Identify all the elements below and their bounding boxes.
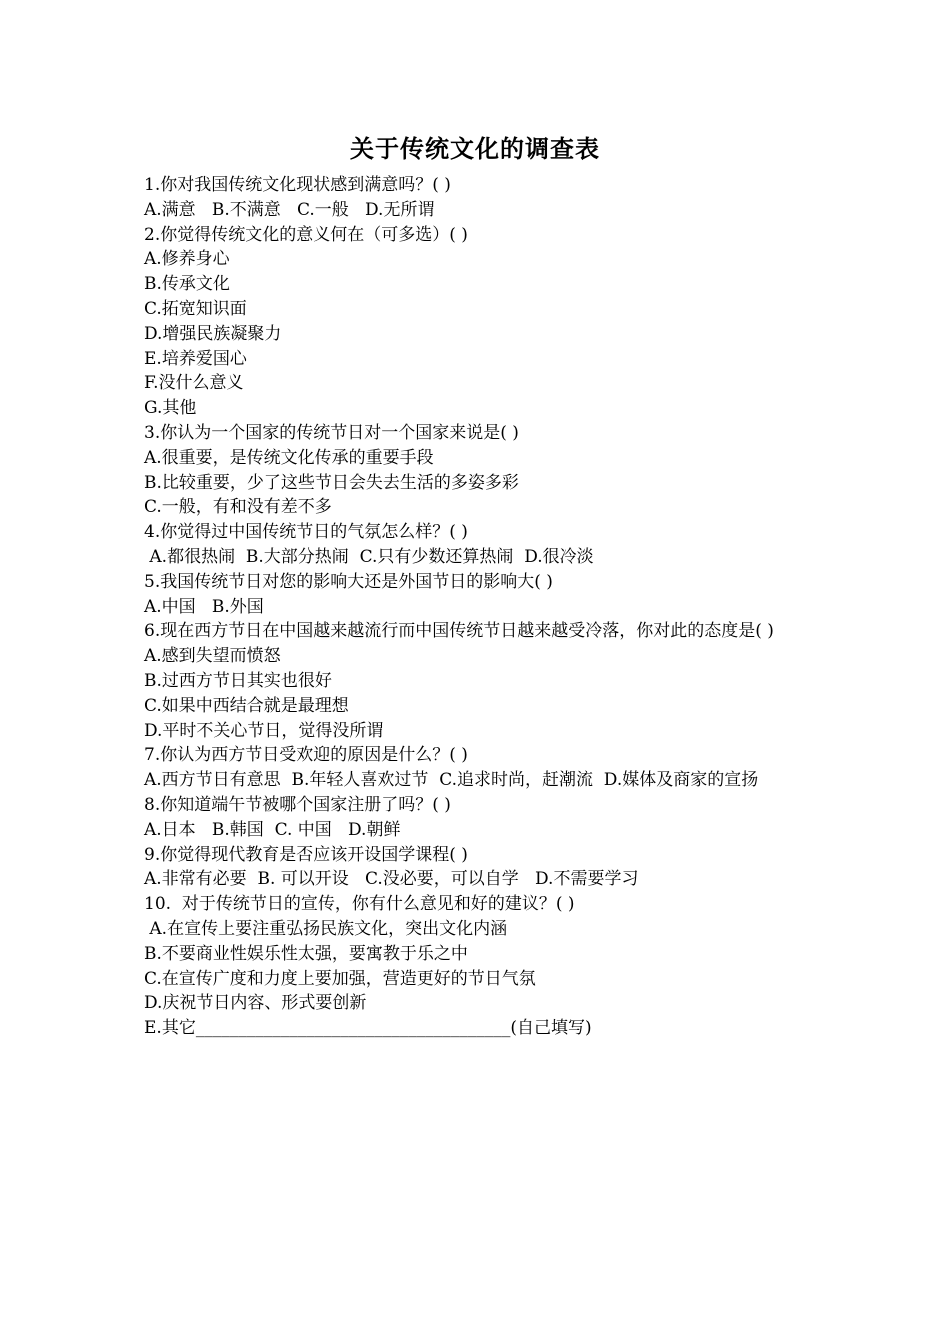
text-line: D.平时不关心节日，觉得没所谓 [144, 720, 384, 741]
text-line: A.非常有必要 B. 可以开设 C.没必要，可以自学 D.不需要学习 [144, 869, 639, 890]
text-line: 3.你认为一个国家的传统节日对一个国家来说是( ) [144, 422, 519, 443]
text-line: 4.你觉得过中国传统节日的气氛怎么样？( ) [144, 522, 468, 543]
text-line: A.修养身心 [144, 249, 230, 270]
text-line: D.庆祝节日内容、形式要创新 [144, 993, 367, 1014]
text-line: A.日本 B.韩国 C. 中国 D.朝鲜 [144, 819, 401, 840]
text-line: F.没什么意义 [144, 373, 244, 394]
text-line: C.如果中西结合就是最理想 [144, 695, 349, 716]
text-line: A.很重要，是传统文化传承的重要手段 [144, 447, 434, 468]
text-line: B.不要商业性娱乐性太强，要寓教于乐之中 [144, 943, 468, 964]
text-line: A.满意 B.不满意 C.一般 D.无所谓 [144, 199, 435, 220]
text-line: D.增强民族凝聚力 [144, 323, 282, 344]
text-line: 2.你觉得传统文化的意义何在（可多选）( ) [144, 224, 468, 245]
text-line: A.感到失望而愤怒 [144, 646, 281, 667]
text-line: E.培养爱国心 [144, 348, 247, 369]
text-line: A.中国 B.外国 [144, 596, 264, 617]
text-line: A.都很热闹 B.大部分热闹 C.只有少数还算热闹 D.很冷淡 [144, 546, 594, 567]
text-line: C.在宣传广度和力度上要加强，营造更好的节日气氛 [144, 968, 536, 989]
document-title: 关于传统文化的调查表 [350, 135, 600, 163]
text-line: E.其它_____________________________________(自己填写) [144, 1018, 592, 1039]
text-line: G.其他 [144, 398, 197, 419]
text-line: B.传承文化 [144, 274, 230, 295]
text-line: B.比较重要，少了这些节日会失去生活的多姿多彩 [144, 472, 519, 493]
text-line: 1.你对我国传统文化现状感到满意吗？( ) [144, 175, 451, 195]
text-line: A.西方节日有意思 B.年轻人喜欢过节 C.追求时尚，赶潮流 D.媒体及商家的宣扬 [144, 770, 759, 791]
text-line: A.在宣传上要注重弘扬民族文化，突出文化内涵 [144, 918, 508, 939]
survey-body [144, 173, 812, 1041]
text-line: 6.现在西方节日在中国越来越流行而中国传统节日越来越受冷落，你对此的态度是( ) [144, 621, 774, 642]
text-line: 10. 对于传统节日的宣传，你有什么意见和好的建议？( ) [144, 894, 575, 915]
text-line: B.过西方节日其实也很好 [144, 670, 332, 691]
text-line: C.一般，有和没有差不多 [144, 497, 332, 518]
text-line: 8.你知道端午节被哪个国家注册了吗？( ) [144, 794, 451, 815]
text-line: 7.你认为西方节日受欢迎的原因是什么？( ) [144, 745, 468, 766]
text-line: 5.我国传统节日对您的影响大还是外国节日的影响大( ) [144, 571, 553, 592]
text-line: 9.你觉得现代教育是否应该开设国学课程( ) [144, 844, 468, 865]
text-line: C.拓宽知识面 [144, 298, 247, 319]
